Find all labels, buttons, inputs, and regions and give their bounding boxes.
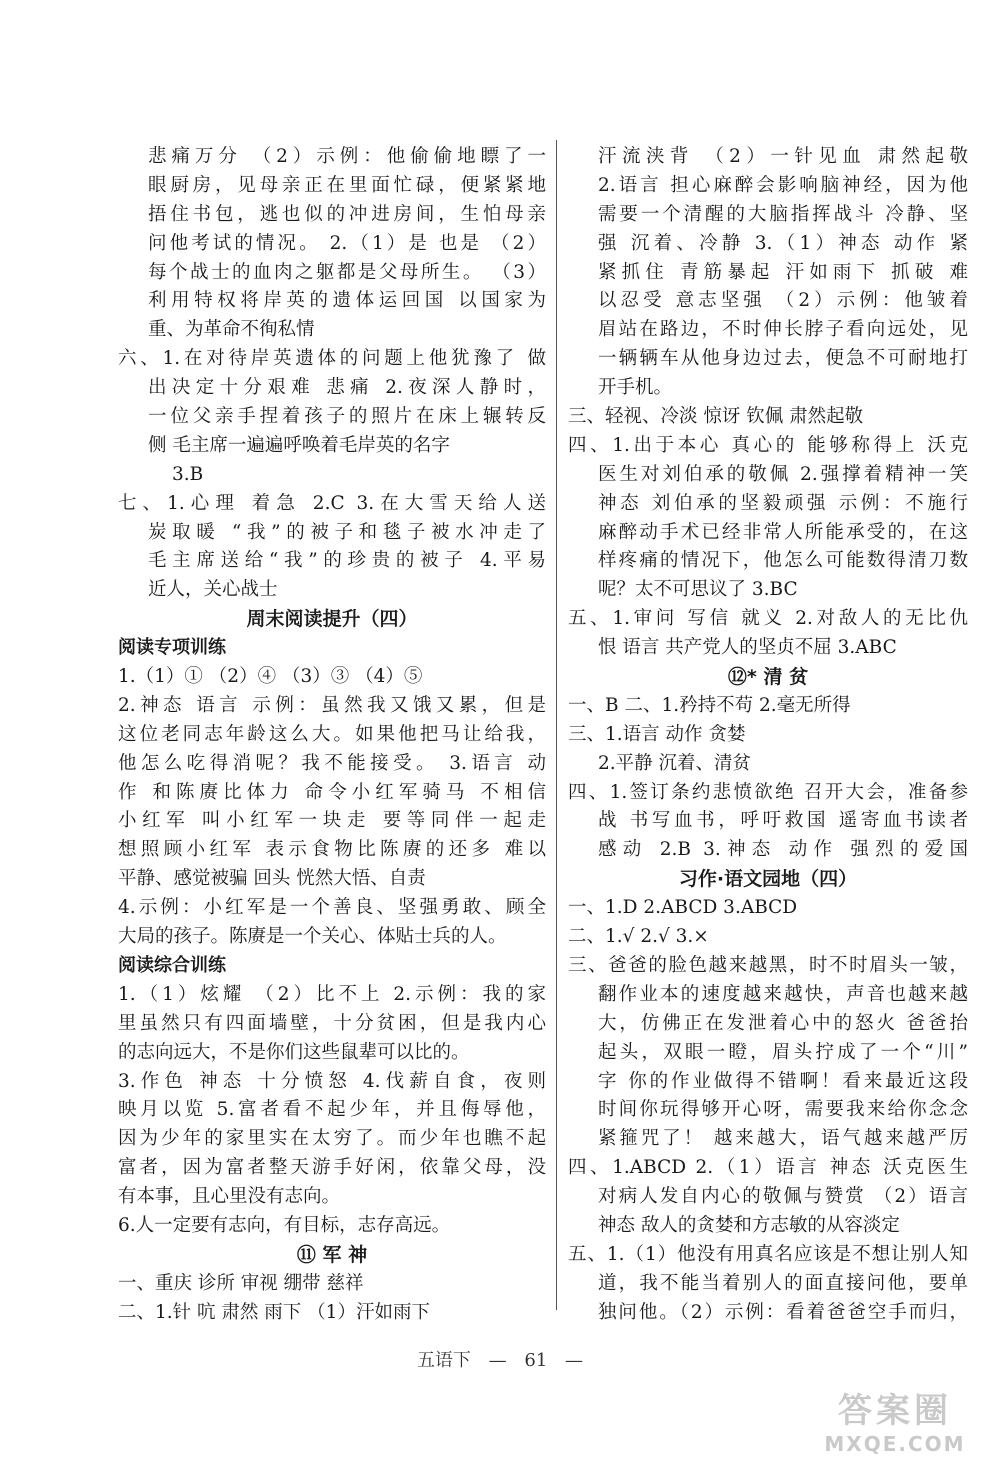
answer-line: 四、1.签订条约悲愤欲绝 召开大会，准备参 (568, 781, 968, 803)
answer-line: 大局的孩子。陈赓是一个关心、体贴士兵的人。 (118, 926, 507, 948)
answer-line: 有本事，且心里没有志向。 (118, 1186, 341, 1208)
answer-line: 开手机。 (598, 377, 673, 399)
section-heading: ⑫* 清 贫 (727, 666, 809, 689)
answer-line: 问他考试的情况。 2.（1）是 也是 （2） (148, 232, 546, 254)
answer-line: 三、轻视、冷淡 惊讶 钦佩 肃然起敬 (568, 406, 864, 428)
answer-line: 毛主席送给“我”的珍贵的被子 4.平易 (148, 550, 546, 572)
footer-dash-right: — (565, 1350, 584, 1371)
right-column (568, 143, 968, 1328)
answer-line: 近人，关心战士 (148, 579, 278, 601)
answer-line: 医生对刘伯承的敬佩 2.强撑着精神一笑 (598, 463, 968, 485)
section-heading: 习作·语文园地（四） (678, 868, 858, 891)
answer-line: 强 沉着、冷静 3.（1）神态 动作 紧 (598, 232, 968, 254)
answer-line: 6.人一定要有志向，有目标，志存高远。 (118, 1214, 451, 1236)
section-heading: 周末阅读提升（四） (246, 608, 418, 631)
answer-line: 因为少年的家里实在太穷了。而少年也瞧不起 (118, 1128, 546, 1150)
page-number: 61 (524, 1350, 548, 1371)
answer-line: 起头，双眼一瞪，眉头拧成了一个“川” (598, 1041, 968, 1063)
answer-line: 时间你玩得够开心呀，需要我来给你念念 (598, 1099, 968, 1121)
answer-line: 富者，因为富者整天游手好闲，依靠父母，没 (118, 1157, 546, 1179)
section-heading: 阅读专项训练 (118, 637, 226, 659)
answer-line: 对病人发自内心的敬佩与赞赏 （2）语言 (598, 1186, 968, 1208)
answer-line: 神态 敌人的贪婪和方志敏的从容淡定 (598, 1214, 900, 1236)
answer-line: 捂住书包，逃也似的冲进房间，生怕母亲 (148, 203, 546, 225)
answer-line: 悲痛万分 （2）示例：他偷偷地瞟了一 (148, 146, 546, 167)
answer-line: 七、1.心理 着急 2.C 3.在大雪天给人送 (118, 492, 546, 514)
footer-dash-left: — (488, 1350, 507, 1371)
answer-line: 需要一个清醒的大脑指挥战斗 冷静、坚 (598, 203, 968, 225)
answer-line: 一、重庆 诊所 审视 绷带 慈祥 (118, 1272, 364, 1294)
answer-line: 紧箍咒了！ 越来越大，语气越来越严厉 (598, 1128, 968, 1150)
answer-line: 翻作业本的速度越来越快，声音也越来越 (598, 983, 968, 1005)
answer-line: 想照顾小红军 表示食物比陈赓的还多 难以 (118, 839, 546, 861)
answer-line: 炭取暖 “我”的被子和毯子被水冲走了 (148, 521, 546, 543)
left-column (118, 143, 546, 1328)
answer-line: 小红军 叫小红军一块走 要等同伴一起走 (118, 810, 546, 832)
answer-line: 利用特权将岸英的遗体运回国 以国家为 (148, 290, 546, 312)
answer-line: 3.作色 神态 十分愤怒 4.伐薪自食，夜则 (118, 1070, 546, 1092)
answer-line: 二、1.针 吭 肃然 雨下 （1）汗如雨下 (118, 1301, 430, 1323)
answer-line: 五、1.（1）他没有用真名应该是不想让别人知 (568, 1243, 968, 1265)
answer-line: 独问他。（2）示例：看着爸爸空手而归， (598, 1301, 968, 1323)
answer-line: 这位老同志年龄这么大。如果他把马让给我， (118, 723, 546, 745)
answer-line: 一位父亲手捏着孩子的照片在床上辗转反 (148, 406, 546, 428)
answer-line: 四、1.出于本心 真心的 能够称得上 沃克 (568, 434, 968, 456)
answer-line: 三、爸爸的脸色越来越黑，时不时眉头一皱， (568, 954, 968, 976)
answer-line: 五、1.审问 写信 就义 2.对敌人的无比仇 (568, 608, 968, 630)
section-heading: 阅读综合训练 (118, 954, 226, 976)
answer-line: 4.示例：小红军是一个善良、坚强勇敢、顾全 (118, 897, 546, 919)
answer-line: 1.（1）① （2）④ （3）③ （4）⑤ (118, 666, 423, 688)
answer-line: 2.语言 担心麻醉会影响脑神经，因为他 (598, 174, 968, 196)
answer-line: 眼厨房，见母亲正在里面忙碌，便紧紧地 (148, 174, 546, 196)
answer-line: 呢？太不可思议了 3.BC (598, 579, 798, 601)
answer-line: 2.神态 语言 示例：虽然我又饿又累，但是 (118, 694, 546, 716)
answer-line: 里虽然只有四面墙壁，十分贫困，但是我内心 (118, 1012, 546, 1034)
answer-line: 战 书写血书，呼吁救国 遥寄血书读者 (598, 810, 968, 832)
answer-line: 样疼痛的情况下，他怎么可能数得清刀数 (598, 550, 968, 572)
answer-line: 大，仿佛正在发泄着心中的怒火 爸爸抬 (598, 1012, 968, 1034)
answer-line: 映月以览 5.富者看不起少年，并且侮辱他， (118, 1099, 546, 1121)
answer-line: 二、1.√ 2.√ 3.× (568, 926, 709, 948)
watermark-logo (810, 1383, 980, 1463)
answer-line: 麻醉动手术已经非常人所能承受的，在这 (598, 521, 968, 543)
answer-line: 眉站在路边，不时伸长脖子看向远处，见 (598, 319, 968, 341)
answer-line: 恨 语言 共产党人的坚贞不屈 3.ABC (598, 637, 897, 659)
answer-line: 字 你的作业做得不错啊！看来最近这段 (598, 1070, 968, 1092)
footer-label: 五语下 (416, 1350, 471, 1371)
page-footer (0, 1346, 1000, 1372)
answer-line: 紧抓住 青筋暴起 汗如雨下 抓破 难 (598, 261, 968, 283)
answer-line: 的志向远大，不是你们这些鼠辈可以比的。 (118, 1041, 470, 1063)
answer-line: 三、1.语言 动作 贪婪 (568, 723, 746, 745)
answer-line: 四、1.ABCD 2.（1）语言 神态 沃克医生 (568, 1157, 968, 1179)
answer-line: 以忍受 意志坚强 （2）示例：他皱着 (598, 290, 968, 312)
answer-line: 一、1.D 2.ABCD 3.ABCD (568, 897, 798, 919)
answer-line: 每个战士的血肉之躯都是父母所生。 （3） (148, 261, 546, 283)
answer-line: 3.B (172, 463, 204, 485)
answer-line: 平静、感觉被骗 回头 恍然大悟、自责 (118, 868, 426, 890)
answer-line: 出决定十分艰难 悲痛 2.夜深人静时， (148, 377, 546, 399)
watermark-url: MXQE.COM (824, 1432, 966, 1456)
answer-line: 侧 毛主席一遍遍呼唤着毛岸英的名字 (148, 434, 450, 456)
answer-line: 重、为革命不徇私情 (148, 319, 315, 341)
answer-line: 1.（1）炫耀 （2）比不上 2.示例：我的家 (118, 983, 546, 1005)
answer-line: 神态 刘伯承的坚毅顽强 示例：不施行 (598, 492, 968, 514)
column-divider (556, 140, 557, 1310)
answer-line: 感动 2.B 3.神态 动作 强烈的爱国 (598, 839, 968, 861)
answer-line: 作 和陈赓比体力 命令小红军骑马 不相信 (118, 781, 546, 803)
answer-line: 六、1.在对待岸英遗体的问题上他犹豫了 做 (118, 348, 546, 370)
answer-line: 道，我不能当着别人的面直接问他，要单 (598, 1272, 968, 1294)
answer-line: 2.平静 沉着、清贫 (598, 752, 752, 774)
answer-line: 一辆辆车从他身边过去，便急不可耐地打 (598, 348, 968, 370)
answer-line: 一、B 二、1.矜持不苟 2.毫无所得 (568, 694, 851, 716)
answer-line: 他怎么吃得消呢？我不能接受。 3.语言 动 (118, 752, 546, 774)
watermark-title: 答案圈 (838, 1391, 952, 1431)
answer-line: 汗流浃背 （2）一针见血 肃然起敬 (598, 146, 968, 167)
section-heading: ⑪ 军 神 (296, 1243, 368, 1266)
